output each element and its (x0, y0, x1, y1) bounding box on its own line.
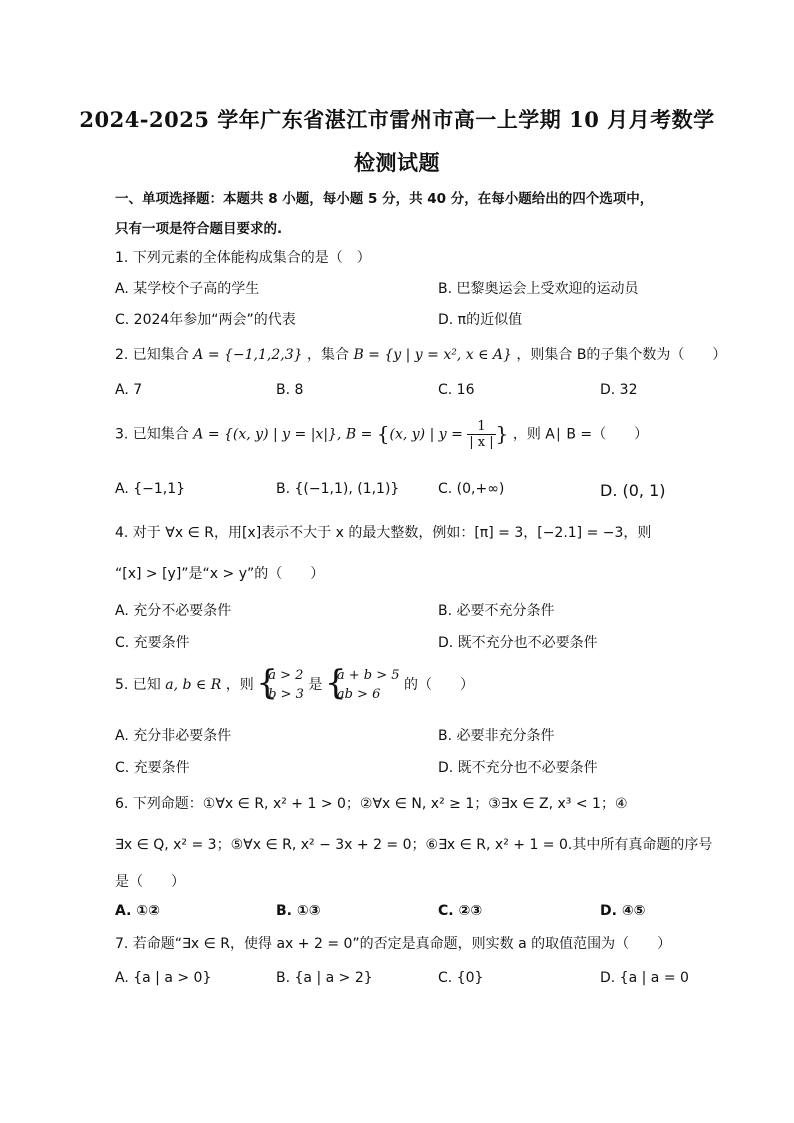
question-7-stem: 7. 若命题“∃x ∈ R，使得 ax + 2 = 0”的否定是真命题，则实数 a 的取值范围为（ ） (115, 936, 672, 952)
question-7-option-c: C. {0} (438, 970, 484, 986)
question-1-stem: 1. 下列元素的全体能构成集合的是（ ） (115, 250, 371, 266)
question-1-option-d: D. π的近似值 (438, 312, 523, 328)
question-5-mid2: 是 (308, 677, 323, 693)
question-3-set-a: A = {(x, y) | y = |x|}, B = (193, 426, 373, 443)
question-5-system-1-row-a: a > 2 (268, 668, 304, 683)
question-5-option-a: A. 充分非必要条件 (115, 728, 232, 744)
question-5-suffix: 的（ ） (403, 677, 474, 693)
question-3-option-c: C. (0,+∞) (438, 481, 505, 497)
question-6-option-c: C. ②③ (438, 903, 483, 919)
question-3-fraction-numerator: 1 (467, 419, 495, 435)
question-5-prefix: 5. 已知 (115, 677, 161, 693)
question-3-stem (115, 419, 648, 450)
question-7-option-a: A. {a | a > 0} (115, 970, 212, 986)
question-3-set-b-left: (x, y) | y = (389, 426, 463, 443)
exam-title-line1: 2024-2025 学年广东省湛江市雷州市高一上学期 10 月月考数学 (79, 107, 715, 132)
question-2-suffix: ，则集合 (516, 347, 573, 363)
question-5-system-2-row-b: ab > 6 (336, 687, 381, 702)
question-4-option-b: B. 必要不充分条件 (438, 603, 555, 619)
question-3-option-a: A. {−1,1} (115, 481, 186, 497)
question-5-system-2-brace: { (324, 663, 347, 703)
question-1-option-a: A. 某学校个子高的学生 (115, 281, 260, 297)
question-2-mid: ，集合 (306, 347, 349, 363)
question-6-line3: 是（ ） (115, 874, 185, 890)
question-4-line2: “[x] > [y]”是“x > y”的（ ） (115, 566, 325, 582)
question-4-line1: 4. 对于 ∀x ∈ R，用[x]表示不大于 x 的最大整数，例如：[π] = 3，[−2.1] = −3，则 (115, 525, 652, 541)
question-3-right-brace: } (495, 421, 509, 446)
section-heading-line2: 只有一项是符合题目要求的. (115, 221, 283, 237)
question-7-option-d: D. {a | a = 0 (600, 970, 689, 986)
question-2-set-b: B = {y | y = x², x ∈ A} (353, 347, 512, 363)
question-5-option-b: B. 必要非充分条件 (438, 728, 555, 744)
question-2-stem (115, 344, 726, 364)
question-2-option-c: C. 16 (438, 382, 475, 398)
question-3-fraction-denominator: | x | (469, 435, 494, 450)
question-6-line2: ∃x ∈ Q, x² = 3；⑤∀x ∈ R, x² − 3x + 2 = 0；⑥∃x ∈ R, x² + 1 = 0.其中所有真命题的序号 (115, 837, 713, 853)
question-2-option-a: A. 7 (115, 382, 143, 398)
question-2-option-d: D. 32 (600, 382, 638, 398)
question-4-option-d: D. 既不充分也不必要条件 (438, 635, 598, 651)
question-5-stem (115, 665, 474, 705)
question-6-option-d: D. ④⑤ (600, 903, 646, 919)
question-6-line1: 6. 下列命题：①∀x ∈ R, x² + 1 > 0；②∀x ∈ N, x² ≥ 1；③∃x ∈ Z, x³ < 1；④ (115, 796, 628, 812)
section-heading-line1: 一、单项选择题：本题共 8 小题，每小题 5 分，共 40 分，在每小题给出的四个选项中， (115, 191, 654, 207)
exam-title-line2: 检测试题 (354, 150, 440, 175)
question-3-option-d: D. (0, 1) (600, 481, 666, 500)
question-5-option-d: D. 既不充分也不必要条件 (438, 760, 598, 776)
question-7-option-b: B. {a | a > 2} (276, 970, 373, 986)
question-2-tail: B的子集个数为（ ） (576, 347, 727, 363)
question-1-option-b: B. 巴黎奥运会上受欢迎的运动员 (438, 281, 639, 297)
question-3-fraction (467, 419, 495, 450)
question-3-prefix: 3. 已知集合 (115, 426, 189, 443)
question-3-suffix: ，则 A∣ B =（ ） (512, 426, 649, 443)
question-5-system-2 (324, 663, 400, 704)
question-2-prefix: 2. 已知集合 (115, 347, 189, 363)
question-5-mid1: ，则 (225, 677, 254, 693)
question-5-system-1-row-b: b > 3 (268, 687, 304, 702)
question-4-option-c: C. 充要条件 (115, 635, 190, 651)
question-2-set-a: A = {−1,1,2,3} (193, 347, 303, 363)
question-6-option-a: A. ①② (115, 903, 160, 919)
question-5-system-2-row-a: a + b > 5 (336, 668, 400, 683)
question-1-option-c: C. 2024年参加“两会”的代表 (115, 312, 296, 328)
question-3-left-brace: { (376, 421, 390, 446)
question-6-option-b: B. ①③ (276, 903, 321, 919)
question-4-option-a: A. 充分不必要条件 (115, 603, 232, 619)
question-5-condition: a, b ∈ R (165, 677, 222, 693)
question-5-system-1 (256, 663, 304, 704)
question-5-option-c: C. 充要条件 (115, 760, 190, 776)
question-2-option-b: B. 8 (276, 382, 304, 398)
question-3-option-b: B. {(−1,1), (1,1)} (276, 481, 400, 497)
question-5-system-1-brace: { (256, 663, 278, 703)
